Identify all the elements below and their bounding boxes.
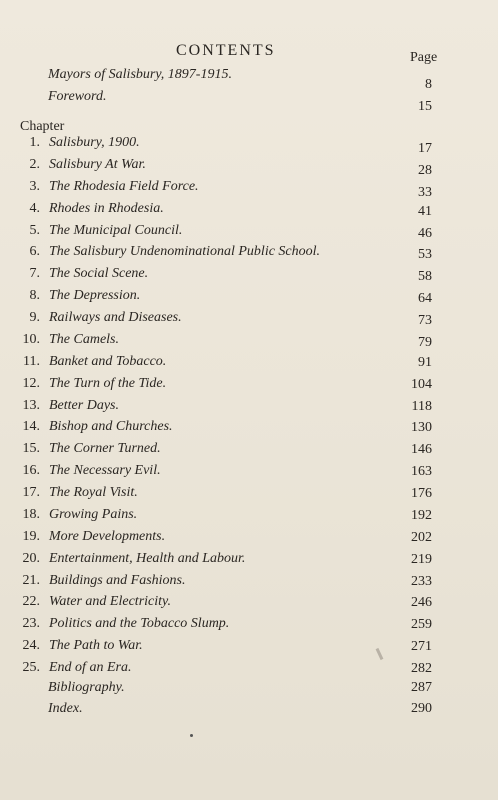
page-number: 192 [411,507,432,523]
chapter-number: 13. [22,397,40,413]
chapter-title: Water and Electricity. [49,594,171,610]
page-number: 118 [411,398,432,414]
chapter-number: 12. [22,375,40,391]
chapter-title: Banket and Tobacco. [49,353,167,369]
page-number: 163 [411,464,432,480]
page-number: 58 [418,269,432,285]
page-number: 8 [425,77,432,92]
chapter-number: 23. [22,616,40,632]
page-number: 202 [411,529,432,545]
chapter-number: 1. [29,135,40,150]
chapter-title: The Path to War. [49,638,143,654]
chapter-title: Entertainment, Health and Labour. [49,550,246,566]
page-number: 219 [411,551,432,567]
chapter-title: The Turn of the Tide. [49,375,167,391]
chapter-number: 15. [22,441,40,457]
chapter-number: 9. [29,310,40,326]
chapter-title: The Rhodesia Field Force. [49,178,199,194]
contents-heading: CONTENTS [176,42,276,59]
page-number: 176 [411,486,432,502]
entry-title: Foreword. [48,89,107,104]
chapter-number: 24. [22,638,40,654]
chapter-number: 18. [22,506,40,522]
page-column-header: Page [410,50,438,65]
chapter-number: 5. [29,222,40,238]
chapter-number: 6. [29,244,40,260]
chapter-number: 11. [23,353,40,369]
chapter-title: Better Days. [49,397,119,413]
page-number: 259 [411,617,432,633]
page-number: 146 [411,442,432,458]
chapter-title: Salisbury At War. [49,156,146,172]
page-number: 17 [418,141,432,156]
chapter-number: 21. [22,572,40,588]
page-number: 233 [411,573,432,589]
chapter-number: 8. [29,288,40,304]
chapter-number: 4. [29,200,40,216]
chapter-title: The Depression. [49,288,141,304]
chapter-number: 19. [22,528,40,544]
page-number: 287 [411,680,432,695]
page-number: 290 [411,701,432,716]
chapter-number: 20. [22,550,40,566]
chapter-title: Salisbury, 1900. [49,135,140,150]
chapter-title: The Salisbury Undenominational Public School. [49,244,321,260]
chapter-title: End of an Era. [49,660,132,676]
page-number: 53 [418,247,432,263]
chapter-title: The Camels. [49,331,119,347]
entry-title: Bibliography. [48,680,125,695]
chapter-number: 2. [29,156,40,172]
chapter-title: Politics and the Tobacco Slump. [49,616,230,632]
entry-title: Mayors of Salisbury, 1897-1915. [48,67,232,82]
chapter-number: 16. [22,463,40,479]
chapter-title: Railways and Diseases. [49,310,182,326]
page-number: 246 [411,595,432,611]
page-number: 33 [418,184,432,200]
chapter-title: The Necessary Evil. [49,463,161,479]
chapter-title: The Municipal Council. [49,222,183,238]
page-number: 91 [418,354,432,370]
chapter-title: Bishop and Churches. [49,419,173,435]
page-speck [190,734,193,737]
page-number: 79 [418,334,432,350]
chapter-title: Buildings and Fashions. [49,572,186,588]
chapter-number: 14. [22,419,40,435]
chapter-title: The Royal Visit. [49,485,138,501]
page-number: 64 [418,291,432,307]
chapter-title: More Developments. [49,528,166,544]
page-number: 15 [418,99,432,114]
page-number: 41 [418,203,432,219]
chapter-number: 3. [29,178,40,194]
page-number: 28 [418,162,432,178]
chapter-number: 22. [22,594,40,610]
chapter-title: The Corner Turned. [49,441,161,457]
chapter-number: 25. [22,660,40,676]
page-number: 271 [411,639,432,655]
page-number: 104 [411,376,432,392]
chapter-column-header: Chapter [20,119,65,134]
chapter-number: 10. [22,331,40,347]
entry-title: Index. [48,701,83,716]
chapter-number: 17. [22,485,40,501]
chapter-title: Growing Pains. [49,506,138,522]
chapter-title: The Social Scene. [49,266,149,282]
chapter-title: Rhodes in Rhodesia. [49,200,164,216]
page-number: 130 [411,420,432,436]
page-number: 282 [411,661,432,677]
chapter-number: 7. [29,266,40,282]
page-number: 46 [418,225,432,241]
page-number: 73 [418,313,432,329]
